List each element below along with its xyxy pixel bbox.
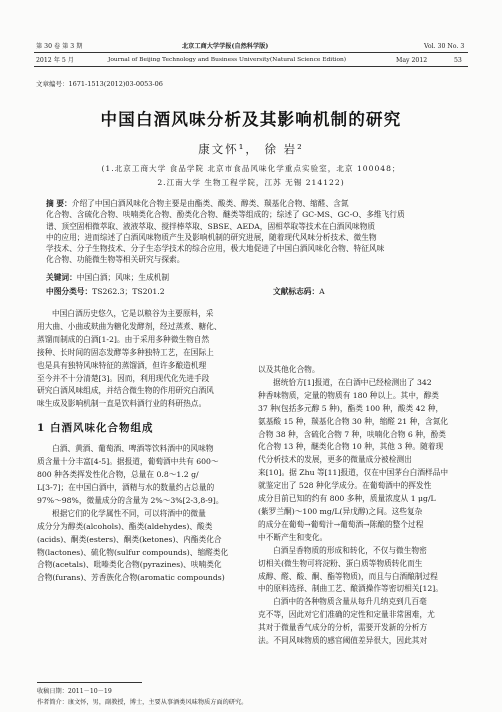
abstract-line: 谱、顶空固相微萃取、液液萃取、搅拌棒萃取、SBSE、AEDA，固相萃取等技术在白酒风味物质 [46,221,376,231]
document-code-value: A [319,287,325,296]
body-line: 白酒呈香物质的形成和转化，不仅与微生物密 [273,545,427,555]
body-line: 的成分在葡萄→葡萄汁→葡萄酒→陈酿的整个过程 [258,519,424,529]
abstract-line: 中的应用；进而综述了白酒风味物质产生及影响机制的研究进展，随着现代风味分析技术、微生物 [46,232,377,242]
body-line: 中的原料选择、制曲工艺、酿酒操作等密切相关[12]。 [258,584,443,594]
body-line: 蒸馏而制成的白酒[1-2]。由于采用多种微生物自然 [37,334,210,344]
body-line: 代分析技术的发展，更多的微量成分被检测出 [258,455,412,465]
body-line: 化合物 13 种，醚类化合物 10 种，其他 3 种。随着现 [258,442,444,452]
header-rule-top [34,52,468,53]
body-line: 成醇、醛、酸、酮、酯等物质)，而且与白酒酿制过程 [258,571,438,581]
page-number: 53 [454,57,462,64]
body-line: 中国白酒历史悠久，它是以粮谷为主要原料，采 [52,309,214,318]
body-line: 克不等，因此对它们准确的定性和定量非常困难，尤 [258,610,435,620]
abstract [46,198,458,266]
keywords-value: 中国白酒；风味；生成机制 [76,273,170,282]
footnote-received: 收稿日期：2011－10－19 [37,688,112,695]
body-line: 接种、长时间的固态发酵等多种独特工艺，在国际上 [37,347,214,357]
classification-value: TS262.3；TS201.2 [92,287,165,296]
body-line: 根据它们的化学属性不同，可以将酒中的微量 [52,508,206,518]
body-line: 成分分为醇类(alcohols)、酯类(aldehydes)、酸类 [37,521,213,531]
body-column-right [258,364,468,648]
section-heading: 1 白酒风味化合物组成 [37,422,154,435]
body-line: 切相关(微生物可将淀粉、蛋白质等物质转化而生 [258,558,423,568]
abstract-line [46,198,458,209]
header-volume-issue-en: Vol. 30 No. 3 [424,43,465,50]
keywords [46,272,169,283]
classification-label: 中图分类号： [46,287,93,296]
body-line: 其对于微量香气成分的分析，需要开发新的分析方 [258,623,428,633]
paper-title: 中国白酒风味分析及其影响机制的研究 [100,110,402,129]
body-line: 至今并不十分清楚[3]。因而，利用现代化先进手段 [37,373,210,383]
body-line: 37 种(包括多元醇 5 种)，酯类 100 种，酸类 42 种， [258,403,444,413]
abstract-line: 学技术、分子生物技术、分子生态学技术的综合应用，极大地促进了中国白酒风味化合物、特征风味 [46,244,385,254]
document-code-label: 文献标志码： [273,287,320,296]
body-line: 种香味物质，定量的物质有 180 种以上。其中，醇类 [258,390,439,400]
header-volume-issue: 第 30 卷 第 3 期 [36,43,83,50]
classification [46,286,165,297]
body-line: L[3-7]；在中国白酒中，酒精与水的数量约占总量的 [37,482,215,492]
body-line: 合物(furans)、芳香族化合物(aromatic compounds) [37,573,225,583]
body-line: (acids)、酮类(esters)、酮类(ketones)、内酯类化合 [37,534,222,544]
body-line: 研究白酒风味组成，并结合微生物的作用研究白酒风 [37,386,214,396]
body-line: 法。不同风味物质的感官阈值差异很大，因此其对 [258,636,428,646]
body-line: 物(lactones)、硫化物(sulfur compounds)、缩醛类化 [37,547,229,557]
body-line: 氨基酸 15 种，羰基化合物 30 种，缩醛 21 种，含氮化 [258,416,449,426]
body-line: 800 种各类挥发性化合物，总量在 0.8～1.2 g/ [37,470,199,480]
affiliation-1: (1.北京工商大学 食品学院 北京市食品风味化学重点实验室，北京 100048； [101,164,401,173]
article-number: 文章编号：1671-1513(2012)03-0053-06 [36,80,163,88]
body-line: 也是具有独特风味特征的蒸馏酒，但许多酿造机理 [37,360,207,370]
keywords-label: 关键词： [46,273,77,282]
body-line: 味生成及影响机制一直是饮料酒行业的科研热点。 [37,399,207,409]
authors: 康文怀¹， 徐 岩² [198,142,304,156]
body-line: 来[10]。据 Zhu 等[11]报道，仅在中国茅台白酒样品中 [258,468,449,478]
body-line: 白酒中的各种物质含量从每升几纳克到几百毫 [273,597,427,607]
body-line: 以及其他化合物。 [258,365,320,374]
body-line: 就鉴定出了 528 种化学成分。在葡萄酒中的挥发性 [258,481,432,491]
body-line: 质含量十分丰富[4-5]。据报道，葡萄酒中共有 600～ [37,457,219,467]
header-date-en: May 2012 [396,57,428,64]
body-line: 合物 38 种，含硫化合物 7 种，呋喃化合物 6 种，酚类 [258,429,446,439]
header-date: 2012 年 5 月 [36,57,74,64]
abstract-text: 介绍了中国白酒风味化合物主要是由酯类、酸类、醇类、羰基化合物、缩醛、含氮 [71,199,349,208]
body-line: 白酒、黄酒、葡萄酒、啤酒等饮料酒中的风味物 [52,444,214,454]
affiliation-2: 2.江南大学 生物工程学院，江苏 无锡 214122) [157,178,345,187]
header-journal-title-en: Journal of Beijing Technology and Business University(Natural Science Edition) [108,57,347,63]
abstract-line: 化合物、功能微生物等相关研究与探索。 [46,255,185,265]
abstract-line: 化合物、含硫化合物、呋喃类化合物、酚类化合物、醚类等组成的；综述了 GC-MS、GC-O、多维飞行质 [46,210,405,220]
footnote-author-bio: 作者简介：康文怀，男，副教授，博士，主要从事酒类风味物质方面的研究。 [37,699,248,706]
body-line: 中不断产生和变化。 [258,532,328,542]
body-column-left [37,308,245,585]
body-line: 成分目前已知的约有 800 多种，质量浓度从 1 μg/L [258,494,436,504]
body-line: 用大曲、小曲或麸曲为糖化发酵剂，经过蒸煮、糖化、 [37,321,222,331]
abstract-label: 摘 要： [46,199,72,208]
header-journal-title-cn: 北京工商大学学报(自然科学版) [182,43,269,50]
body-line: 据统恰方[1]报道，在白酒中已经检测出了 342 [273,377,432,387]
body-line: 合物(acetals)、吡嗪类化合物(pyrazines)、呋喃类化 [37,560,222,570]
document-code [273,286,325,297]
body-line: (紫罗兰酮)～100 mg/L(异戊醇)之间。这些复杂 [258,506,423,516]
body-line: 97%～98%，微量成分的含量为 2%～3%[2-3,8-9]。 [37,495,224,505]
header-rule-bottom [34,66,468,67]
footnote-rule [37,682,142,683]
